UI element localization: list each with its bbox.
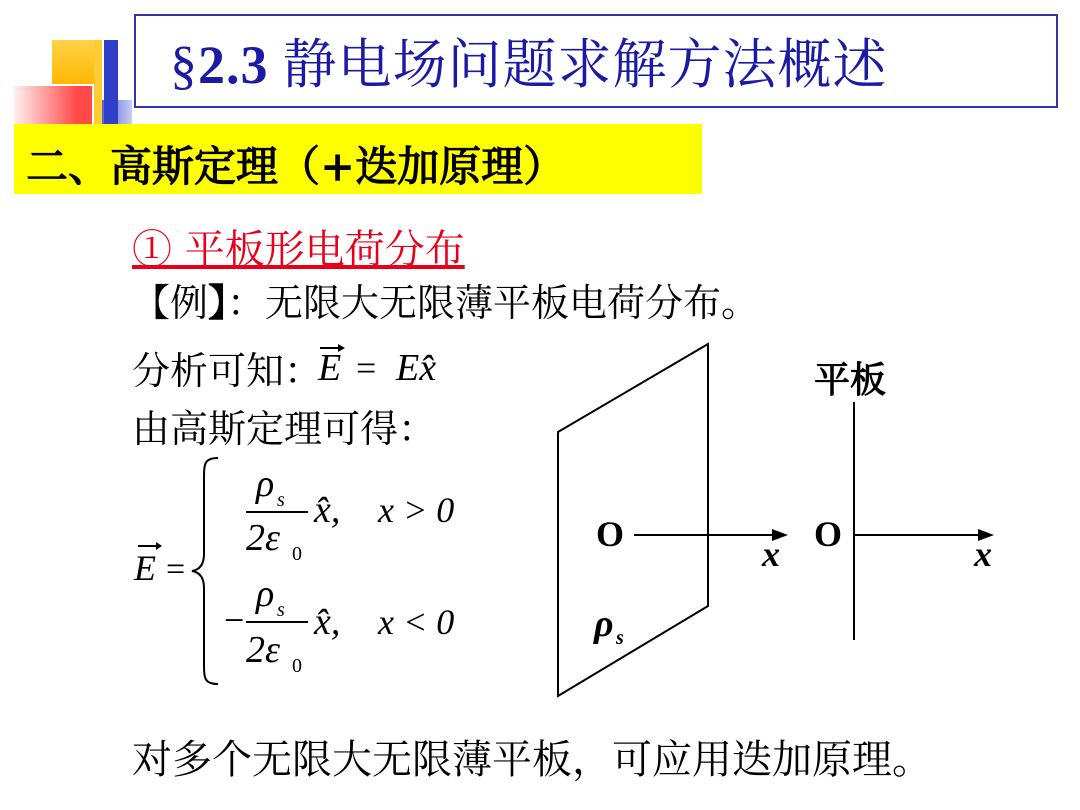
title-text: 静电场问题求解方法概述: [282, 33, 888, 96]
subheading: ① 平板形电荷分布: [132, 227, 465, 273]
page-title: [170, 22, 888, 99]
case1-numerator-sub: s: [277, 489, 285, 511]
svg-text:=: =: [166, 551, 186, 588]
analysis-formula-lhs: E: [318, 347, 342, 389]
example-bracket-open: 【: [132, 281, 171, 325]
svg-text:=: =: [356, 348, 377, 388]
deco-bar-blue: [104, 40, 118, 124]
case1-vector: x̂,: [314, 489, 341, 531]
analysis-label: 分析可知：: [132, 349, 323, 393]
diagram-right-origin: O: [814, 514, 843, 554]
diagram-left-axis-label: x: [762, 534, 780, 574]
case2-condition: x < 0: [378, 602, 455, 642]
diagram-left-charge-label: ρ: [594, 603, 614, 645]
diagram-left-origin: O: [596, 514, 625, 554]
example-line: [132, 272, 759, 327]
case2-denominator: 2ε: [246, 629, 280, 671]
bottom-text: 对多个无限大无限薄平板，可应用迭加原理。: [132, 737, 932, 783]
section-heading: 二、高斯定理（+迭加原理）: [26, 142, 566, 191]
plate-diagram-edge: [810, 400, 1010, 650]
case1-denominator-sub: 0: [292, 543, 302, 565]
case2-vector: x̂,: [314, 601, 341, 643]
example-label: 例: [170, 281, 209, 325]
analysis-formula-rhs: Ex̂: [396, 347, 437, 389]
analysis-line: [132, 340, 322, 395]
case2-denominator-sub: 0: [292, 655, 302, 677]
section-symbol: §: [170, 35, 198, 95]
case1-numerator: ρ: [256, 463, 275, 505]
example-bracket-close: 】: [208, 280, 228, 325]
piecewise-formula: [132, 450, 492, 690]
gauss-line: 由高斯定理可得：: [132, 407, 437, 451]
piecewise-lhs: E: [134, 548, 156, 588]
analysis-formula: [316, 336, 496, 392]
case1-denominator: 2ε: [246, 517, 280, 559]
diagram-left-charge-sub: s: [616, 627, 624, 649]
case2-numerator: ρ: [256, 573, 275, 615]
case2-sign: −: [224, 600, 245, 640]
diagram-right-axis-label: x: [974, 534, 992, 574]
plate-diagram-perspective: [550, 340, 810, 700]
deco-bar-yellow: [94, 40, 102, 124]
diagram-right-plate-label: 平板: [814, 359, 887, 401]
case1-condition: x > 0: [378, 490, 455, 530]
case2-numerator-sub: s: [277, 599, 285, 621]
example-text: ：无限大无限薄平板电荷分布。: [227, 281, 760, 325]
plate-outline: [558, 344, 708, 696]
section-number: 2.3: [198, 35, 269, 95]
